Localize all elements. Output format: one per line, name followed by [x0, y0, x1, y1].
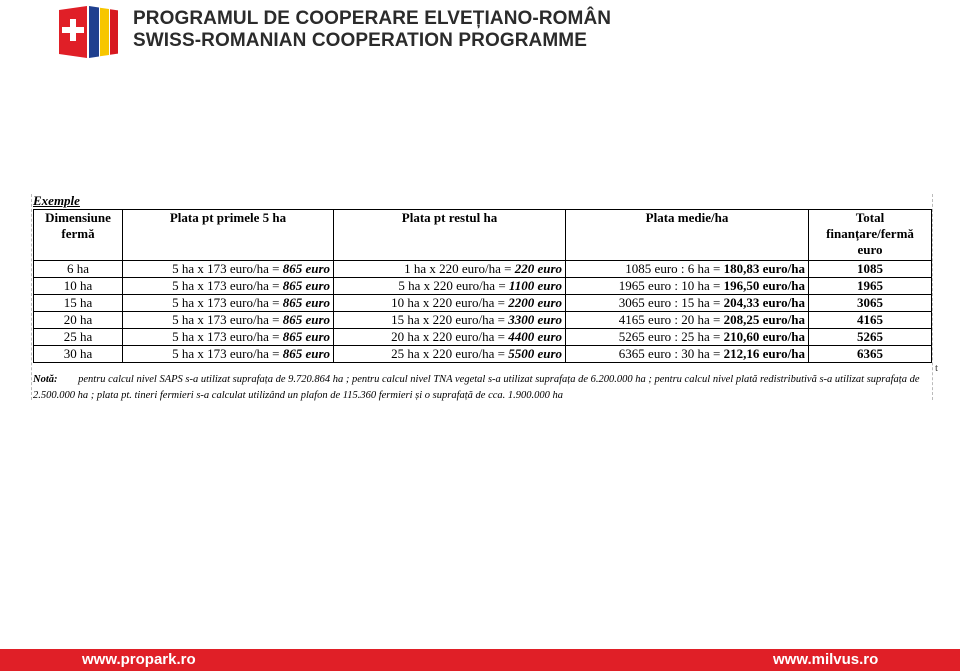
rest-amount: 5500 euro	[508, 346, 562, 361]
avg-formula: 1085 euro : 6 ha =	[625, 261, 724, 276]
examples-table	[33, 209, 932, 363]
cell-average-per-ha	[566, 295, 809, 312]
avg-amount: 210,60 euro/ha	[723, 329, 805, 344]
cell-remaining-ha	[334, 261, 566, 278]
first5-amount: 865 euro	[282, 278, 330, 293]
note-label: Notă:	[33, 374, 58, 385]
table-row	[34, 295, 932, 312]
cell-farm-size: 15 ha	[34, 295, 123, 312]
cell-farm-size: 25 ha	[34, 329, 123, 346]
cell-total: 5265	[809, 329, 932, 346]
avg-formula: 5265 euro : 25 ha =	[618, 329, 724, 344]
programme-logo	[57, 6, 119, 58]
cell-total: 1965	[809, 278, 932, 295]
cell-first-5-ha	[123, 278, 334, 295]
avg-amount: 196,50 euro/ha	[723, 278, 805, 293]
cell-first-5-ha	[123, 295, 334, 312]
cell-farm-size: 10 ha	[34, 278, 123, 295]
first5-amount: 865 euro	[282, 346, 330, 361]
cell-average-per-ha	[566, 278, 809, 295]
rest-formula: 15 ha x 220 euro/ha =	[391, 312, 509, 327]
cell-farm-size: 6 ha	[34, 261, 123, 278]
rest-formula: 25 ha x 220 euro/ha =	[391, 346, 509, 361]
first5-amount: 865 euro	[282, 295, 330, 310]
note-text: pentru calcul nivel SAPS s-a utilizat suprafața de 9.720.864 ha ; pentru calcul nivel TNA vegetal s-a utilizat suprafața de 6.200.000 ha ; pentru calcul nivel plată redistributivă s-a utilizat suprafața de 2.500.000 ha ; plata pt. tineri fermieri s-a calculat utilizând un plafon de 115.360 fermieri și o suprafață de cca. 1.900.000 ha	[33, 374, 920, 401]
header-farm-size: Dimensiune fermă	[34, 210, 123, 261]
cell-remaining-ha	[334, 295, 566, 312]
rest-amount: 4400 euro	[508, 329, 562, 344]
cell-total: 1085	[809, 261, 932, 278]
first5-formula: 5 ha x 173 euro/ha =	[172, 312, 283, 327]
avg-formula: 6365 euro : 30 ha =	[618, 346, 724, 361]
header-first-5-ha: Plata pt primele 5 ha	[123, 210, 334, 261]
page-margin-guide-right	[932, 194, 933, 400]
page-margin-guide-left	[31, 194, 32, 400]
table-row	[34, 312, 932, 329]
cell-marker: t	[935, 362, 939, 374]
rest-amount: 1100 euro	[508, 278, 562, 293]
avg-formula: 3065 euro : 15 ha =	[618, 295, 724, 310]
first5-formula: 5 ha x 173 euro/ha =	[172, 278, 283, 293]
cell-average-per-ha	[566, 346, 809, 363]
cell-farm-size: 30 ha	[34, 346, 123, 363]
first5-formula: 5 ha x 173 euro/ha =	[172, 261, 283, 276]
header-average-per-ha: Plata medie/ha	[566, 210, 809, 261]
avg-formula: 1965 euro : 10 ha =	[618, 278, 724, 293]
table-header-row	[34, 210, 932, 261]
rest-formula: 5 ha x 220 euro/ha =	[398, 278, 509, 293]
avg-amount: 212,16 euro/ha	[723, 346, 805, 361]
cell-first-5-ha	[123, 346, 334, 363]
avg-amount: 204,33 euro/ha	[723, 295, 805, 310]
programme-title	[133, 8, 611, 52]
cell-average-per-ha	[566, 329, 809, 346]
rest-amount: 220 euro	[514, 261, 562, 276]
first5-formula: 5 ha x 173 euro/ha =	[172, 295, 283, 310]
avg-formula: 4165 euro : 20 ha =	[618, 312, 724, 327]
first5-amount: 865 euro	[282, 329, 330, 344]
cell-average-per-ha	[566, 312, 809, 329]
cell-first-5-ha	[123, 261, 334, 278]
footer-bar	[0, 649, 960, 671]
table-note	[33, 372, 933, 404]
cell-total: 6365	[809, 346, 932, 363]
cell-remaining-ha	[334, 278, 566, 295]
programme-title-en: SWISS-ROMANIAN COOPERATION PROGRAMME	[133, 30, 587, 51]
cell-average-per-ha	[566, 261, 809, 278]
cell-first-5-ha	[123, 312, 334, 329]
header-total-per-farm: Total finanțare/fermă euro	[809, 210, 932, 261]
cell-first-5-ha	[123, 329, 334, 346]
cell-total: 4165	[809, 312, 932, 329]
table-row	[34, 346, 932, 363]
header-remaining-ha: Plata pt restul ha	[334, 210, 566, 261]
table-row	[34, 261, 932, 278]
first5-formula: 5 ha x 173 euro/ha =	[172, 346, 283, 361]
rest-formula: 1 ha x 220 euro/ha =	[404, 261, 515, 276]
first5-formula: 5 ha x 173 euro/ha =	[172, 329, 283, 344]
first5-amount: 865 euro	[282, 312, 330, 327]
table-caption: Exemple	[33, 193, 80, 208]
cell-remaining-ha	[334, 346, 566, 363]
cell-remaining-ha	[334, 312, 566, 329]
cell-remaining-ha	[334, 329, 566, 346]
footer-link-propark[interactable]: www.propark.ro	[82, 651, 196, 668]
avg-amount: 208,25 euro/ha	[723, 312, 805, 327]
avg-amount: 180,83 euro/ha	[723, 261, 805, 276]
programme-title-ro: PROGRAMUL DE COOPERARE ELVEȚIANO-ROMÂN	[133, 8, 612, 29]
cell-total: 3065	[809, 295, 932, 312]
table-row	[34, 278, 932, 295]
first5-amount: 865 euro	[282, 261, 330, 276]
rest-formula: 10 ha x 220 euro/ha =	[391, 295, 509, 310]
rest-amount: 3300 euro	[508, 312, 562, 327]
rest-formula: 20 ha x 220 euro/ha =	[391, 329, 509, 344]
cell-farm-size: 20 ha	[34, 312, 123, 329]
footer-link-milvus[interactable]: www.milvus.ro	[773, 651, 879, 668]
table-row	[34, 329, 932, 346]
rest-amount: 2200 euro	[508, 295, 562, 310]
